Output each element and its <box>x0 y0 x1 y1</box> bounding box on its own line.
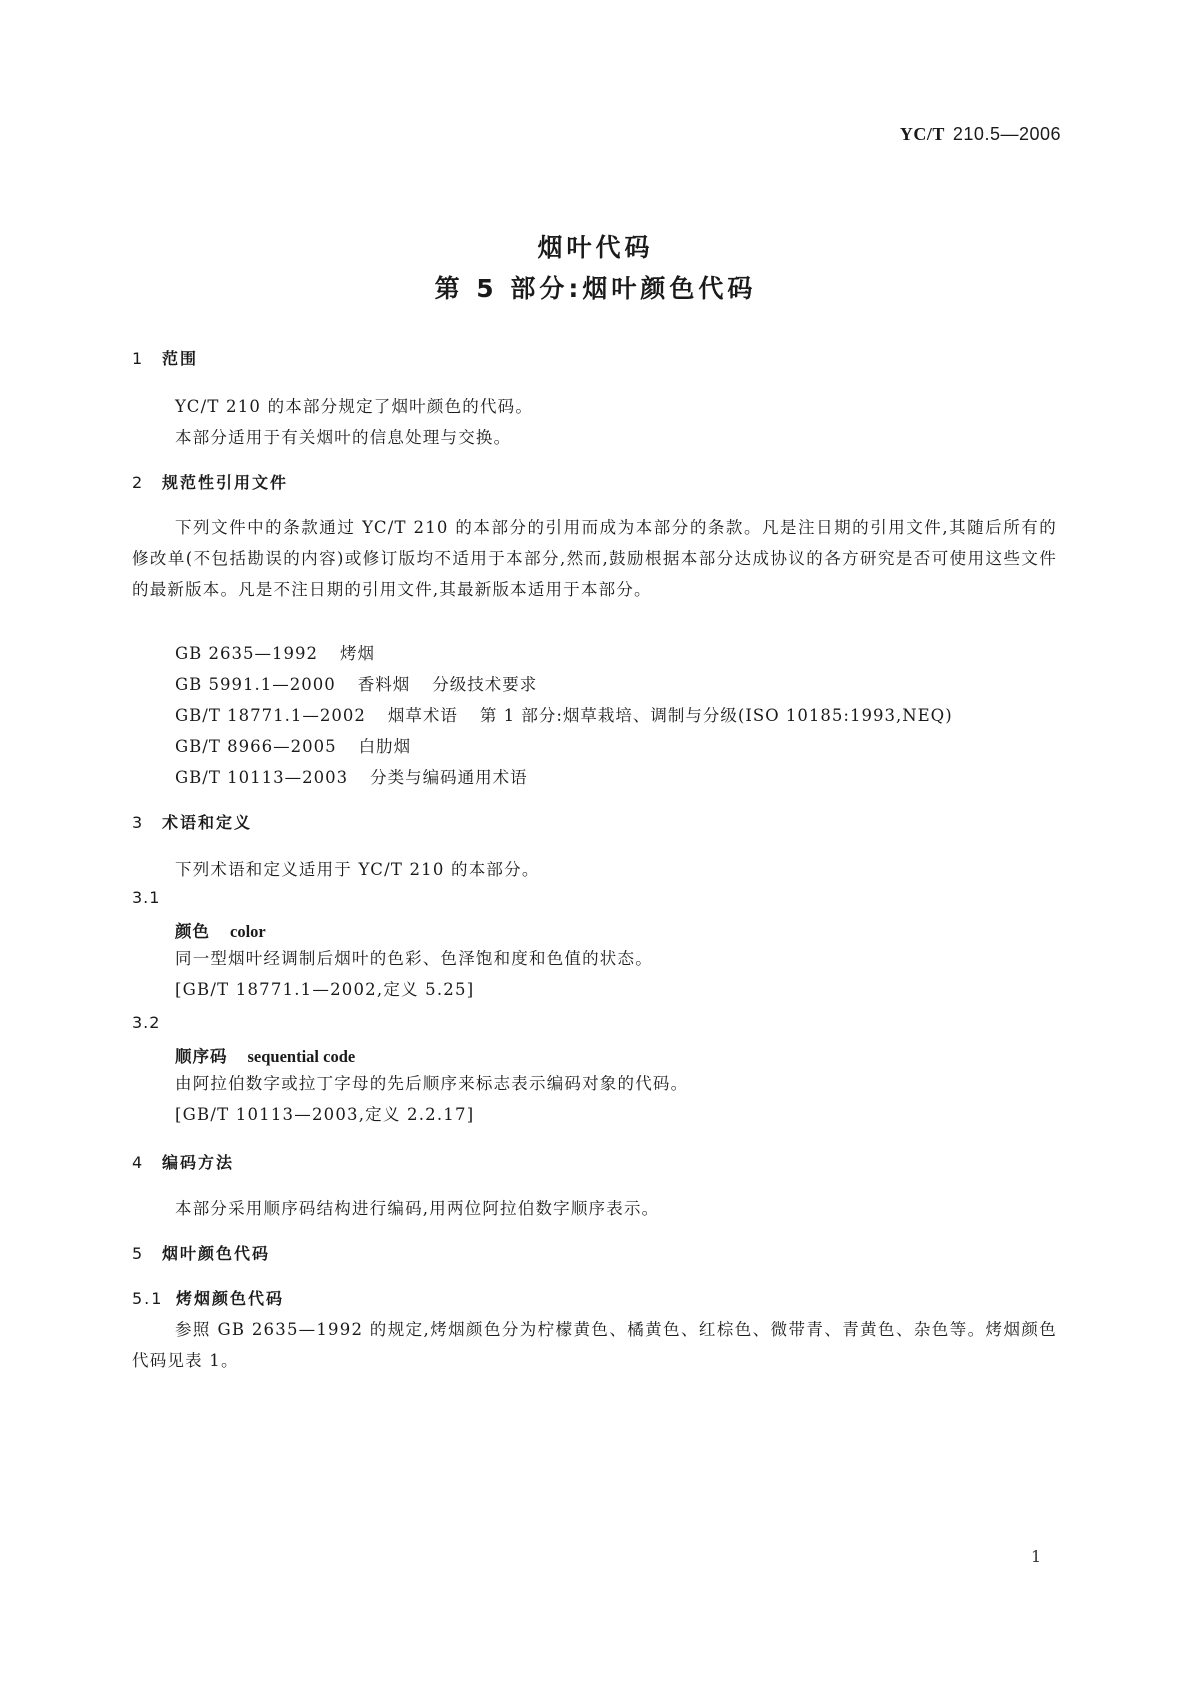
paragraph: 下列文件中的条款通过 YC/T 210 的本部分的引用而成为本部分的条款。凡是注日期的引用文件,其随后所有的修改单(不包括勘误的内容)或修订版均不适用于本部分,然而,鼓励根据本部分达成协议的各方研究是否可使用这些文件的最新版本。凡是不注日期的引用文件,其最新版本适用于本部分。 <box>132 518 1057 599</box>
section-heading-coding-method <box>132 1150 234 1173</box>
subsection-heading-flue-cured-color-code <box>132 1286 284 1309</box>
section-heading-leaf-color-code <box>132 1241 270 1264</box>
reference-code: GB/T 10113—2003 <box>175 768 349 787</box>
clause-number: 3.2 <box>132 1013 161 1032</box>
reference-item <box>175 640 375 664</box>
section-title: 编码方法 <box>162 1153 235 1172</box>
subsection-number: 5.1 <box>132 1289 164 1308</box>
page-number: 1 <box>1031 1547 1042 1566</box>
term-english: sequential code <box>247 1047 356 1066</box>
paragraph: 下列术语和定义适用于 YC/T 210 的本部分。 <box>175 860 540 879</box>
term-heading <box>175 1043 355 1067</box>
section-heading-terms-definitions <box>132 810 252 833</box>
standard-code <box>900 124 1061 145</box>
term-chinese: 顺序码 <box>175 1047 228 1066</box>
reference-title-extra: 第 1 部分:烟草栽培、调制与分级(ISO 10185:1993,NEQ) <box>479 706 953 725</box>
reference-code: GB/T 18771.1—2002 <box>175 706 366 725</box>
term-english: color <box>230 922 266 941</box>
section-title: 规范性引用文件 <box>162 473 289 492</box>
section-title: 范围 <box>162 349 199 368</box>
section-number: 2 <box>132 473 145 492</box>
reference-title: 烟草术语 <box>387 706 458 725</box>
term-heading <box>175 918 266 942</box>
reference-title: 烤烟 <box>340 644 376 663</box>
section-title: 烟叶颜色代码 <box>162 1244 271 1263</box>
paragraph: 参照 GB 2635—1992 的规定,烤烟颜色分为柠檬黄色、橘黄色、红棕色、微带青、青黄色、杂色等。烤烟颜色代码见表 1。 <box>132 1320 1057 1370</box>
standard-prefix: YC/T <box>899 124 945 144</box>
paragraph: 本部分采用顺序码结构进行编码,用两位阿拉伯数字顺序表示。 <box>175 1199 660 1218</box>
reference-title: 白肋烟 <box>358 737 412 756</box>
reference-code: GB 5991.1—2000 <box>175 675 336 694</box>
reference-title-extra: 分级技术要求 <box>432 675 538 694</box>
clause-number: 3.1 <box>132 888 161 907</box>
section-number: 1 <box>132 349 145 368</box>
section-heading-scope <box>132 346 198 369</box>
reference-code: GB/T 8966—2005 <box>175 737 337 756</box>
reference-code: GB 2635—1992 <box>175 644 319 663</box>
standard-number: 210.5—2006 <box>952 124 1061 144</box>
section-number: 4 <box>132 1153 145 1172</box>
section-heading-normative-references <box>132 470 288 493</box>
reference-item <box>175 671 537 695</box>
paragraph: 本部分适用于有关烟叶的信息处理与交换。 <box>175 428 512 447</box>
reference-item <box>175 764 528 788</box>
document-title: 烟叶代码 <box>537 233 654 262</box>
term-definition: 同一型烟叶经调制后烟叶的色彩、色泽饱和度和色值的状态。 <box>175 949 653 968</box>
reference-item <box>175 702 953 726</box>
term-source: [GB/T 10113—2003,定义 2.2.17] <box>175 1105 475 1124</box>
reference-title: 分类与编码通用术语 <box>370 768 528 787</box>
term-definition: 由阿拉伯数字或拉丁字母的先后顺序来标志表示编码对象的代码。 <box>175 1074 689 1093</box>
reference-title: 香料烟 <box>357 675 411 694</box>
term-source: [GB/T 18771.1—2002,定义 5.25] <box>175 980 475 999</box>
reference-item <box>175 733 411 757</box>
section-number: 3 <box>132 813 145 832</box>
subsection-title: 烤烟颜色代码 <box>176 1289 285 1308</box>
document-subtitle: 第 5 部分:烟叶颜色代码 <box>434 274 757 303</box>
paragraph: YC/T 210 的本部分规定了烟叶颜色的代码。 <box>175 397 534 416</box>
section-number: 5 <box>132 1244 145 1263</box>
section-title: 术语和定义 <box>162 813 253 832</box>
term-chinese: 颜色 <box>175 922 210 941</box>
